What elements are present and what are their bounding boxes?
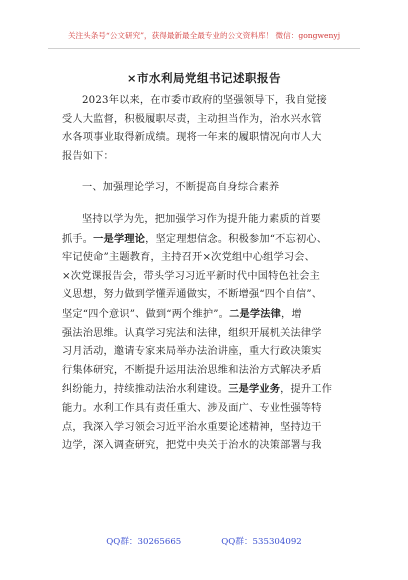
section-heading bbox=[62, 179, 346, 198]
text-line: 能力。水利工作具有责任重大、涉及面广、专业性强等特 bbox=[62, 402, 322, 414]
text-line: 2023年以来，在市委市政府的坚强领导下，我自觉接 bbox=[82, 95, 327, 106]
footer-contacts bbox=[0, 535, 408, 547]
intro-paragraph bbox=[62, 92, 346, 166]
text-line: 行集体研究，不断提升运用法治思维和法治方式解决矛盾 bbox=[62, 364, 322, 376]
footer-qq-group-1: QQ群：30265665 bbox=[106, 537, 182, 547]
text-line: 抓手。一是学理论，坚定理想信念。积极参加“不忘初心、 bbox=[62, 232, 328, 245]
text-line: 牢记使命”主题教育，主持召开×次党组中心组学习会、 bbox=[62, 252, 316, 264]
text-line: 义思想，努力做到学懂弄通做实，不断增强“四个自信”、 bbox=[62, 289, 323, 301]
document-title: ×市水利局党组书记述职报告 bbox=[126, 71, 282, 85]
section-paragraph bbox=[62, 211, 346, 456]
text-line: ×次党课报告会，带头学习习近平新时代中国特色社会主 bbox=[62, 270, 321, 282]
document-body bbox=[62, 92, 346, 456]
text-line: 边学，深入调查研究，把党中央关于治水的决策部署与我 bbox=[62, 440, 322, 452]
text-line: 报告如下： bbox=[62, 150, 114, 162]
text-line: 坚定“四个意识”、做到“两个维护”。二是学法律，增 bbox=[62, 307, 302, 320]
text-line: 点，我深入学习领会习近平治水重要论述精神，坚持边干 bbox=[62, 421, 322, 433]
emphasis-text: 三是学业务 bbox=[228, 383, 281, 396]
section-heading-text: 一、加强理论学习，不断提高自身综合素养 bbox=[82, 182, 280, 194]
emphasis-text: 二是学法律 bbox=[229, 307, 281, 320]
text-line: 强法治思维。认真学习宪法和法律，组织开展机关法律学 bbox=[62, 327, 322, 339]
footer-qq-group-2: QQ群：535304092 bbox=[221, 537, 302, 547]
text-line: 习月活动，邀请专家来局举办法治讲座，重大行政决策实 bbox=[62, 346, 322, 358]
text-line: 水各项事业取得新成绩。现将一年来的履职情况向市人大 bbox=[62, 132, 322, 144]
text-line: 纠纷能力，持续推动法治水利建设。三是学业务，提升工作 bbox=[62, 383, 333, 396]
emphasis-text: 一是学理论 bbox=[93, 232, 146, 245]
text-line: 坚持以学为先，把加强学习作为提升能力素质的首要 bbox=[82, 213, 321, 225]
header-banner: 关注头条号“公文研究”，获得最新最全最专业的公文资料库！ 微信：gongwenyj bbox=[67, 31, 341, 40]
text-line: 受人大监督，积极履职尽责，主动担当作为，治水兴水管 bbox=[62, 113, 322, 125]
header-divider bbox=[48, 48, 360, 49]
